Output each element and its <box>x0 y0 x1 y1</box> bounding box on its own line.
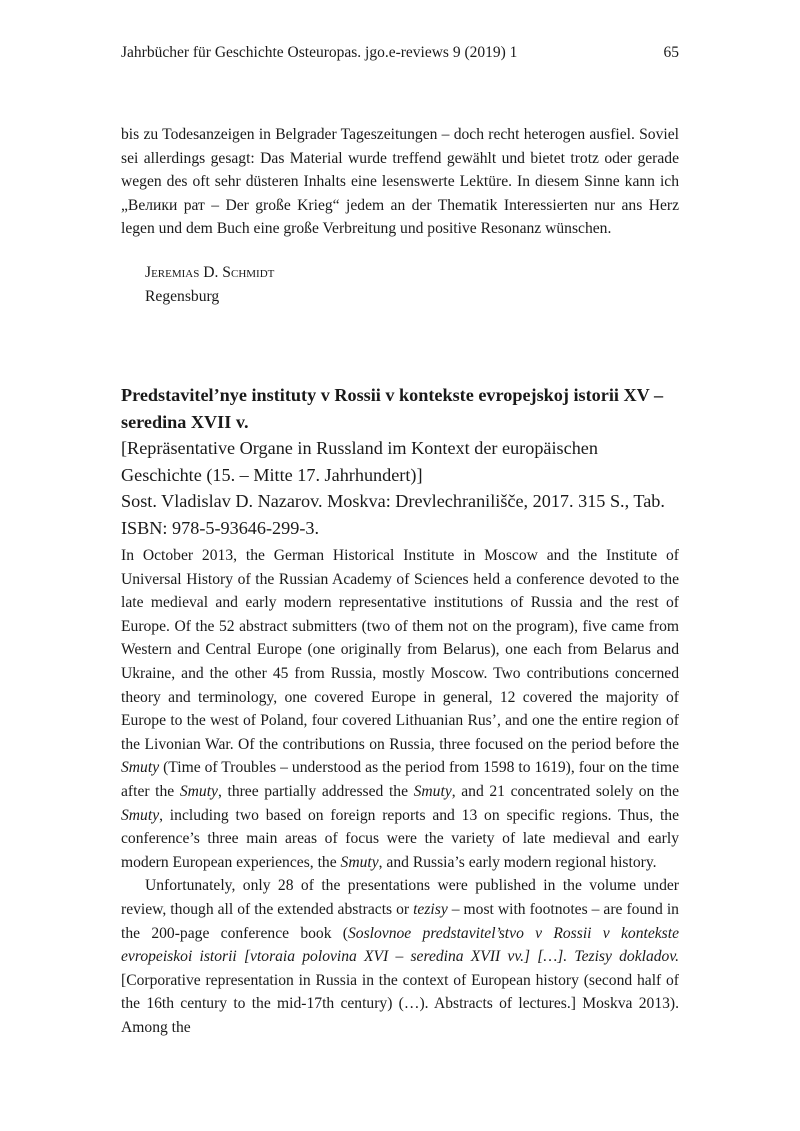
text-run: In October 2013, the German Historical Institute in Moscow and the Institute of Universal History of the Russian Academy of Sciences held a conference devoted to the late medieval and early modern representative institutions of Russia and the rest of Europe. Of the 52 abstract submitters (two of them not on the program), five came from Western and Central Europe (one originally from Belarus), one each from Belarus and Ukraine, and the other 45 from Russia, mostly Moscow. Two contributions concerned theory and terminology, one covered Europe in general, 12 covered the majority of Europe to the west of Poland, four covered Lithuanian Rus’, and one the entire region of the Livonian War. Of the contributions on Russia, three focused on the period before the <box>121 547 679 753</box>
running-header <box>121 44 679 62</box>
term-smuty: Smuty <box>121 759 160 777</box>
reviewer-city: Regensburg <box>145 287 220 305</box>
book-title-translation: [Repräsentative Organe in Russland im Kontext der europäischen Geschichte (15. – Mitte 17. Jahrhundert)] <box>121 438 598 485</box>
term-smuty: Smuty <box>179 782 218 800</box>
review-body <box>121 544 679 1039</box>
term-smuty: Smuty <box>413 782 452 800</box>
text-run: , and Russia’s early modern regional history. <box>378 853 657 871</box>
page-number: 65 <box>663 44 679 61</box>
term-smuty: Smuty <box>340 853 379 871</box>
publication-info: Sost. Vladislav D. Nazarov. Moskva: Drevlechranilišče, 2017. 315 S., Tab. <box>121 491 665 511</box>
term-tezisy: tezisy <box>413 900 448 918</box>
cited-book-title: Soslovnoe predstavitel’stvo v Rossii v kontekste evropeiskoi istorii [vtoraia polovina XVI – seredina XVII vv.] […]. Tezisy dokladov. <box>121 924 679 966</box>
text-run: , and 21 concentrated solely on the <box>451 782 679 800</box>
previous-review-ending <box>121 123 679 241</box>
text-run: (Time of Troubles – understood as the period from 1598 to 1619), four on the time after the <box>121 759 679 800</box>
intro-paragraph: bis zu Todesanzeigen in Belgrader Tageszeitungen – doch recht heterogen ausfiel. Soviel sei allerdings gesagt: Das Material wurde treffend gewählt und bietet trotz oder gerade wegen des oft sehr düsteren Inhalts eine lesenswerte Lektüre. In diesem Sinne kann ich „Велики рат – Der große Krieg“ jedem an der Thematik Interessierten nur ans Herz legen und dem Buch eine große Verbreitung und positive Resonanz wünschen. <box>121 126 679 238</box>
text-run: Unfortunately, only 28 of the presentations were published in the volume under review, though all of the extended abstracts or <box>121 877 679 918</box>
term-smuty: Smuty <box>121 806 160 824</box>
book-title: Predstavitel’nye instituty v Rossii v kontekste evropejskoj istorii XV – seredina XVII v. <box>121 385 664 432</box>
text-run: , including two based on foreign reports and 13 on specific regions. Thus, the conference’s three main areas of focus were the variety of late medieval and early modern European experiences, the <box>121 806 679 871</box>
reviewer-signature <box>145 261 274 308</box>
review-paragraph-2 <box>121 874 679 1039</box>
text-run: [Corporative representation in Russia in the context of European history (second half of the 16th century to the mid-17th century) (…). Abstracts of lectures.] Moskva 2013). Among the <box>121 971 679 1036</box>
isbn: ISBN: 978-5-93646-299-3. <box>121 517 320 538</box>
reviewer-name: Jeremias D. Schmidt <box>145 264 275 281</box>
text-run: , three partially addressed the <box>217 782 414 800</box>
review-paragraph-1 <box>121 544 679 874</box>
text-run: – most with footnotes – are found in the 200-page conference book ( <box>121 900 679 942</box>
review-heading <box>121 382 679 541</box>
journal-title: Jahrbücher für Geschichte Osteuropas. jgo.e-reviews 9 (2019) 1 <box>121 44 518 61</box>
